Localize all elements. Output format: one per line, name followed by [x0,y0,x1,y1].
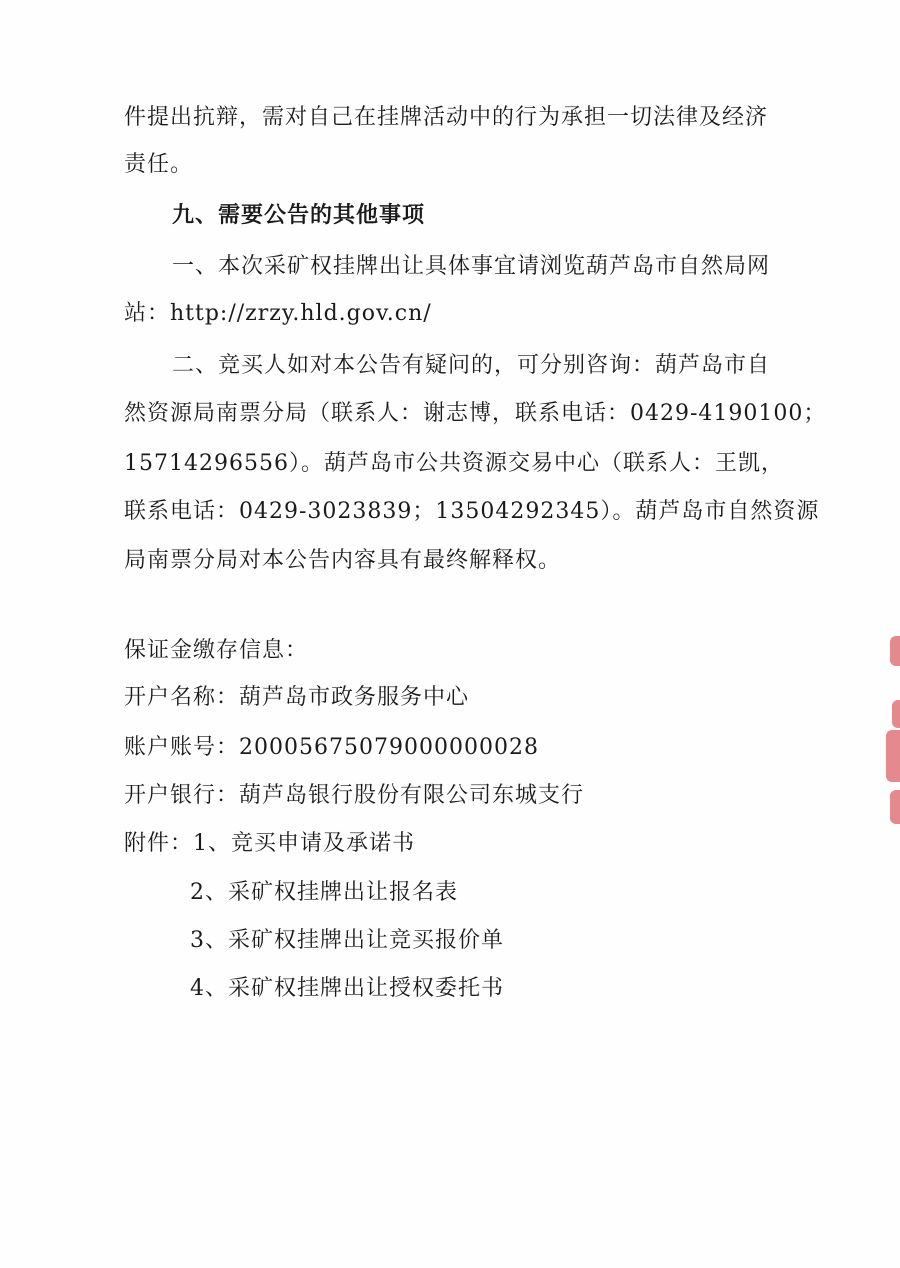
seal-fragment-icon [890,636,900,666]
seal-fragment-icon [892,700,900,728]
attachment-4: 4、采矿权挂牌出让授权委托书 [190,976,504,1001]
item-two-line-1: 二、竞买人如对本公告有疑问的，可分别咨询：葫芦岛市自 [172,353,771,378]
paragraph-line-end: 责任。 [124,152,194,177]
seal-fragment-icon [886,730,900,782]
item-two-line-5: 局南票分局对本公告内容具有最终解释权。 [124,548,562,573]
attachment-1: 附件：1、竞买申请及承诺书 [124,831,415,856]
paragraph-line-continuation: 件提出抗辩，需对自己在挂牌活动中的行为承担一切法律及经济 [124,105,769,130]
item-one-line-1: 一、本次采矿权挂牌出让具体事宜请浏览葫芦岛市自然局网 [172,254,771,279]
section-heading-other-matters: 九、需要公告的其他事项 [172,202,426,228]
item-one-line-2-website: 站：http://zrzy.hld.gov.cn/ [124,301,432,326]
bank-name-line: 开户银行：葫芦岛银行股份有限公司东城支行 [124,783,585,808]
seal-fragment-icon [890,790,900,824]
account-number-line: 账户账号：20005675079000000028 [124,735,539,760]
account-name-line: 开户名称：葫芦岛市政务服务中心 [124,685,470,710]
deposit-info-label: 保证金缴存信息： [124,638,309,663]
item-two-line-4: 联系电话：0429-3023839；13504292345）。葫芦岛市自然资源 [124,499,820,524]
item-two-line-2: 然资源局南票分局（联系人：谢志博，联系电话：0429-4190100； [124,401,827,426]
attachment-3: 3、采矿权挂牌出让竞买报价单 [190,928,504,953]
item-two-line-3: 15714296556）。葫芦岛市公共资源交易中心（联系人：王凯， [124,451,784,476]
attachment-2: 2、采矿权挂牌出让报名表 [190,880,458,905]
